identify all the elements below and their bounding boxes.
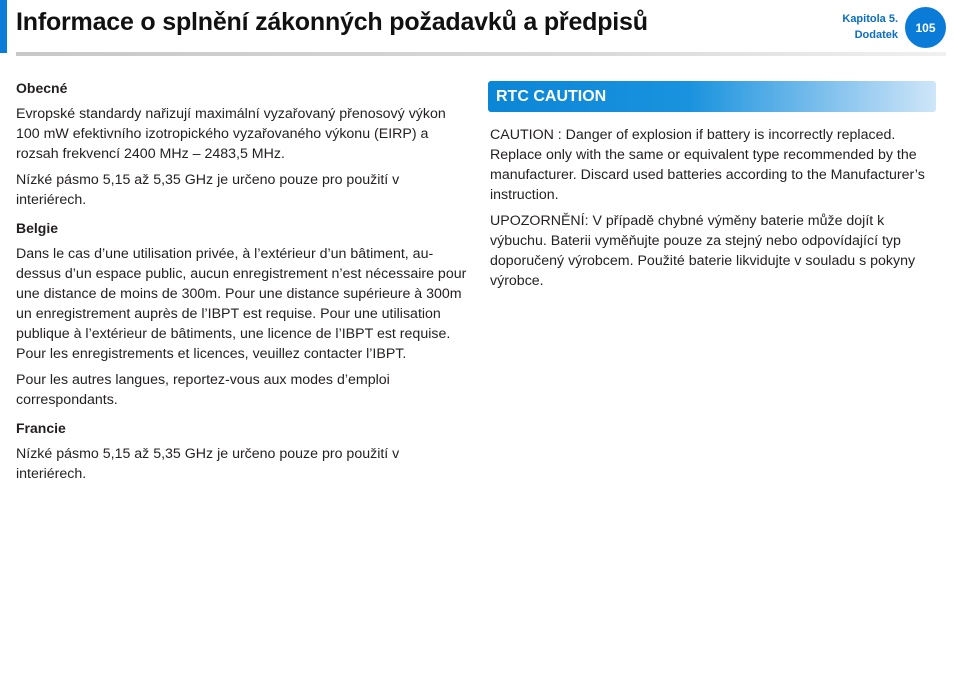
rtc-caution-banner bbox=[488, 81, 936, 112]
paragraph: Nízké pásmo 5,15 až 5,35 GHz je určeno pouze pro použití v interiérech. bbox=[16, 172, 400, 208]
section-heading: Francie bbox=[16, 420, 66, 436]
paragraph: Dans le cas d’une utilisation privée, à l’extérieur d’un bâtiment, au-dessus d’un espace public, aucun enregistrement n’est nécessaire pour une distance de moins de 300m. Pour une distance supérieure à 300m un enregistrement auprès de l’IBPT est requise. Pour une utilisation publique à l’extérieur de bâtiments, une licence de l’IBPT est requise. Pour les enregistrements et licences, veuillez contacter l’IBPT. bbox=[16, 246, 467, 362]
header-divider bbox=[16, 52, 946, 56]
header-accent-bar bbox=[0, 0, 7, 53]
section-heading: Obecné bbox=[16, 80, 68, 96]
left-column bbox=[16, 78, 468, 492]
section-belgie bbox=[16, 218, 468, 410]
paragraph: Nízké pásmo 5,15 až 5,35 GHz je určeno pouze pro použití v interiérech. bbox=[16, 446, 400, 482]
chapter-label bbox=[842, 11, 898, 43]
chapter-name: Dodatek bbox=[854, 29, 898, 41]
section-francie bbox=[16, 418, 468, 484]
paragraph: Pour les autres langues, reportez-vous aux modes d’emploi correspondants. bbox=[16, 372, 390, 408]
section-heading: Belgie bbox=[16, 220, 59, 236]
page-number-badge: 105 bbox=[905, 7, 946, 48]
paragraph: CAUTION : Danger of explosion if battery is incorrectly replaced. Replace only with the same or equivalent type recommended by the manufacturer. Discard used batteries according to the Manufacturer’s instruction. bbox=[490, 127, 925, 203]
section-obecne bbox=[16, 78, 468, 210]
paragraph: Evropské standardy nařizují maximální vyzařovaný přenosový výkon 100 mW efektivního izotropického vyzařovaného výkonu (EIRP) a rozsah frekvencí 2400 MHz – 2483,5 MHz. bbox=[16, 106, 446, 162]
page-title: Informace o splnění zákonných požadavků a předpisů bbox=[16, 8, 648, 36]
banner-title: RTC CAUTION bbox=[496, 87, 607, 105]
right-column bbox=[490, 78, 934, 297]
chapter-number: Kapitola 5. bbox=[842, 13, 898, 25]
paragraph: UPOZORNĚNÍ: V případě chybné výměny baterie může dojít k výbuchu. Baterii vyměňujte pouze za stejný nebo odpovídající typ doporučený výrobcem. Použité baterie likvidujte v souladu s pokyny výrobce. bbox=[490, 213, 916, 289]
